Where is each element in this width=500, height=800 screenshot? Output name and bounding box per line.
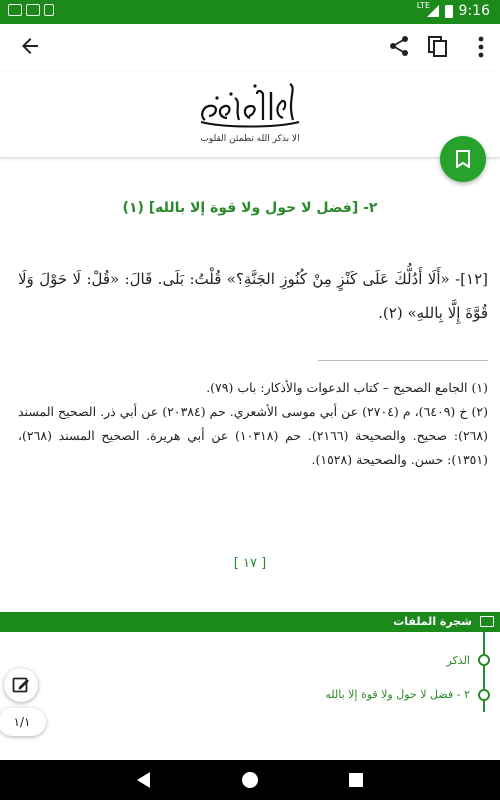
share-icon[interactable] bbox=[388, 34, 410, 58]
bookmark-icon bbox=[456, 150, 470, 168]
app-bar bbox=[0, 24, 500, 72]
nav-recents-icon[interactable] bbox=[349, 773, 363, 787]
hisn-al-mumin-calligraphy-logo bbox=[195, 80, 305, 130]
edit-note-icon bbox=[12, 676, 30, 694]
footnote-separator bbox=[318, 360, 488, 361]
bookmark-button[interactable] bbox=[440, 136, 486, 182]
signal-icon bbox=[427, 5, 439, 17]
tree-item-chapter[interactable]: ٢ - فضل لا حول ولا قوة إلا بالله bbox=[325, 688, 470, 701]
edit-note-button[interactable] bbox=[4, 668, 38, 702]
network-type: LTE bbox=[416, 1, 430, 10]
system-nav-bar bbox=[0, 760, 500, 800]
tagline: الا بذكر الله تطمئن القلوب bbox=[200, 134, 300, 144]
page-number: [ ١٧ ] bbox=[233, 556, 267, 571]
footnote-item: (١) الجامع الصحيح – كتاب الدعوات والأذكار: باب (٧٩). bbox=[206, 380, 488, 395]
folder-icon bbox=[480, 616, 494, 627]
tree-item-dhikr[interactable]: الذكر bbox=[446, 654, 470, 667]
battery-icon bbox=[445, 5, 453, 18]
notification-icon bbox=[26, 4, 40, 16]
file-tree-title: شجرة الملفات bbox=[393, 615, 472, 628]
footnotes bbox=[18, 376, 488, 472]
copy-icon[interactable] bbox=[428, 36, 448, 58]
nav-back-icon[interactable] bbox=[137, 772, 150, 788]
arrow-back-icon[interactable] bbox=[18, 34, 42, 64]
notification-icons bbox=[8, 4, 54, 16]
page-counter[interactable]: ١/١ bbox=[0, 708, 46, 736]
chapter-title: ٢- [فضل لا حول ولا قوة إلا بالله] (١) bbox=[122, 200, 378, 216]
book-header bbox=[0, 72, 500, 158]
status-bar bbox=[0, 0, 500, 24]
notification-icon bbox=[44, 4, 54, 16]
file-tree-header[interactable] bbox=[0, 612, 500, 632]
tree-node-icon bbox=[478, 654, 490, 666]
tree-node-icon bbox=[478, 689, 490, 701]
nav-home-icon[interactable] bbox=[242, 772, 258, 788]
hadith-text: [١٢]- «أَلَا أَدُلُّكَ عَلَى كَنْزٍ مِنْ كُنُوزِ الجَنَّةِ؟» قُلْتُ: بَلَى. قَالَ: «قُلْ: لَا حَوْلَ وَلَا قُوَّةَ إِلَّا بِاللهِ» (٢). bbox=[18, 270, 488, 322]
footnote-item: (٢) خ (٦٤٠٩)، م (٢٧٠٤) عن أبي موسى الأشعري. حم (٢٠٣٨٤) عن أبي ذر. الصحيح المسند (٢٦٨): صحيح. والصحيحة (٢١٦٦). حم (١٠٣١٨) عن أبي هريرة. الصحيح المسند (٢٦٨)، (١٣٥١): حسن. والصحيحة (١٥٢٨). bbox=[18, 404, 488, 467]
clock: 9:16 bbox=[458, 3, 490, 19]
more-vert-icon[interactable] bbox=[478, 36, 484, 58]
notification-icon bbox=[8, 4, 22, 16]
